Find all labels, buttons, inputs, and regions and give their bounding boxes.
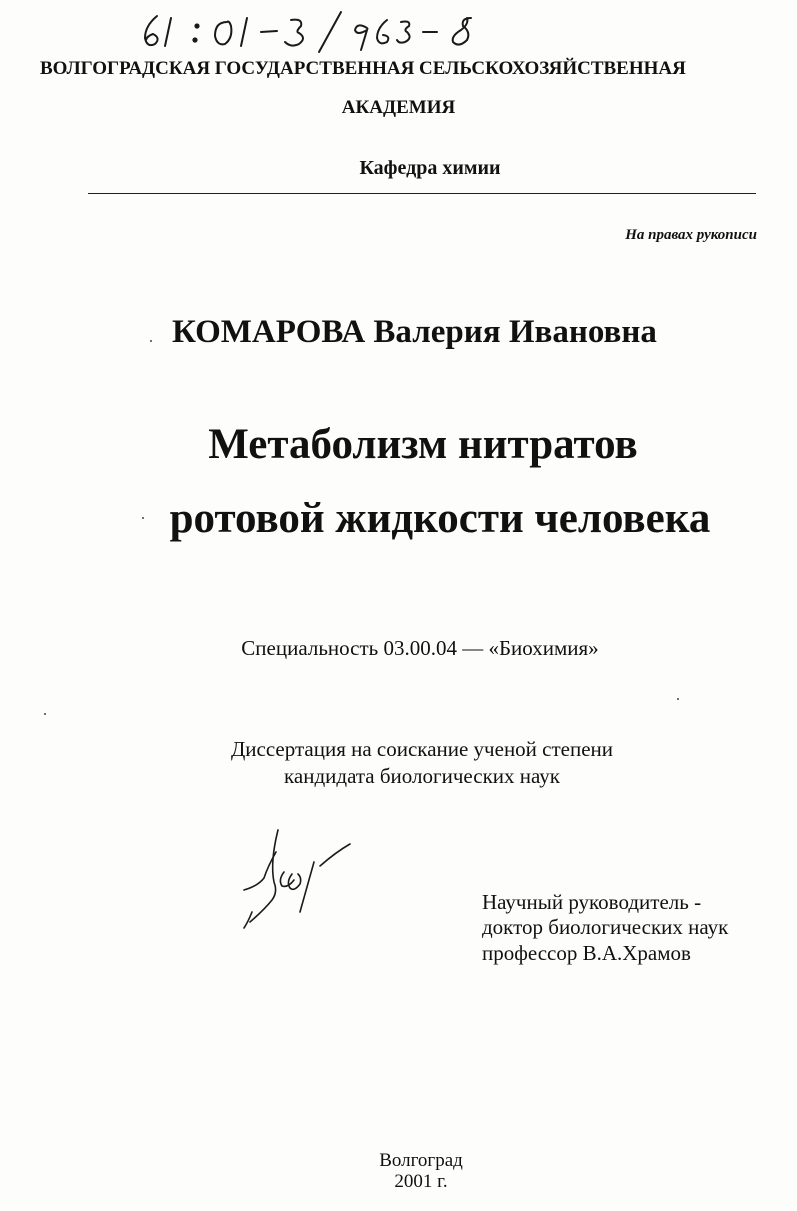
institution-name-line2: АКАДЕМИЯ: [341, 97, 456, 118]
header-divider: [88, 193, 756, 194]
advisor-name: профессор В.А.Храмов: [482, 941, 691, 965]
dissertation-title-line2: ротовой жидкости человека: [169, 495, 711, 542]
specialty-line: Специальность 03.00.04 — «Биохимия»: [241, 636, 599, 660]
scan-speck: [150, 340, 152, 342]
handwritten-signature: [228, 822, 358, 932]
dissertation-title-line1: Метаболизм нитратов: [208, 421, 638, 468]
handwritten-archive-code: [135, 8, 515, 54]
degree-line2: кандидата биологических наук: [284, 764, 560, 788]
department-name: Кафедра химии: [359, 157, 501, 179]
author-name: КОМАРОВА Валерия Ивановна: [172, 314, 657, 350]
scan-speck: [677, 698, 679, 700]
advisor-degree: доктор биологических наук: [482, 915, 729, 939]
advisor-role: Научный руководитель -: [482, 890, 702, 914]
publication-city: Волгоград: [379, 1150, 463, 1171]
publication-year: 2001 г.: [394, 1171, 448, 1192]
scan-speck: [44, 713, 46, 715]
degree-line1: Диссертация на соискание ученой степени: [230, 737, 614, 761]
scan-speck: [142, 517, 144, 519]
manuscript-rights-note: На правах рукописи: [625, 227, 757, 243]
institution-name-line1: ВОЛГОГРАДСКАЯ ГОСУДАРСТВЕННАЯ СЕЛЬСКОХОЗЯЙСТВЕННАЯ: [40, 58, 686, 79]
